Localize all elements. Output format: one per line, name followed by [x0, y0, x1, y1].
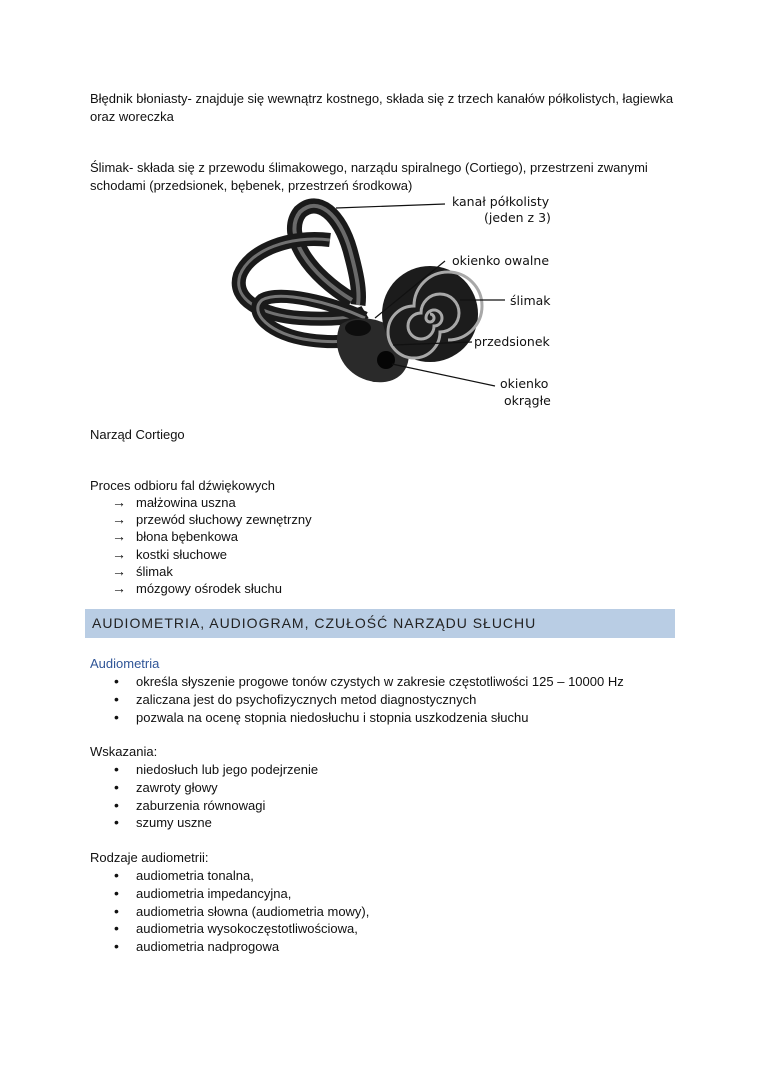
- bullet-marker: •: [114, 761, 119, 777]
- label-slimak: ślimak: [510, 293, 551, 308]
- section-heading: [85, 609, 675, 638]
- bullet-marker: •: [114, 902, 119, 919]
- list-item: • niedosłuch lub jego podejrzenie: [114, 761, 319, 777]
- audiometria-title: Audiometria: [90, 656, 160, 671]
- inner-ear-diagram: [0, 0, 760, 430]
- bullet-marker: •: [114, 938, 119, 955]
- rodzaje-title: Rodzaje audiometrii:: [90, 850, 209, 865]
- arrow-marker: →: [112, 511, 126, 528]
- label-kanal-line1: kanał półkolisty: [452, 194, 550, 209]
- bullet-marker: •: [114, 796, 119, 813]
- list-item: → kostki słuchowe: [112, 545, 228, 562]
- arrow-marker: →: [112, 545, 126, 562]
- bullet-marker: •: [114, 673, 119, 689]
- list-item: • pozwala na ocenę stopnia niedosłuchu i stopnia uszkodzenia słuchu: [114, 708, 529, 725]
- list-item: → ślimak: [112, 562, 173, 579]
- list-item: • określa słyszenie progowe tonów czystych w zakresie częstotliwości 125 – 10000 Hz: [114, 673, 624, 689]
- arrow-marker: →: [112, 562, 126, 579]
- audiometria-list: [114, 673, 624, 726]
- arrow-marker: →: [112, 528, 126, 545]
- list-item: • audiometria nadprogowa: [114, 938, 280, 955]
- paragraph-narzad-cortiego: Narząd Cortiego: [90, 427, 185, 442]
- process-steps-list: [112, 494, 312, 597]
- label-okienko-line2: okrągłe: [504, 393, 551, 408]
- list-item: • zaliczana jest do psychofizycznych metod diagnostycznych: [114, 690, 477, 707]
- list-item: → błona bębenkowa: [112, 528, 238, 545]
- list-item: → mózgowy ośrodek słuchu: [112, 579, 282, 596]
- section-heading-text: AUDIOMETRIA, AUDIOGRAM, CZUŁOŚĆ NARZĄDU SŁUCHU: [92, 615, 537, 631]
- bullet-marker: •: [114, 708, 119, 725]
- arrow-marker: →: [112, 494, 126, 510]
- label-okienko-owalne: okienko owalne: [452, 253, 550, 268]
- paragraph-bledik: Błędnik błoniasty- znajduje się wewnątrz kostnego, składa się z trzech kanałów półkolistych, łagiewka oraz woreczka: [90, 91, 674, 124]
- label-okienko-line1: okienko: [500, 376, 549, 391]
- list-item: → małżowina uszna: [112, 494, 236, 510]
- bullet-marker: •: [114, 778, 119, 795]
- paragraph-slimak: Ślimak- składa się z przewodu ślimakowego, narządu spiralnego (Cortiego), przestrzeni zwanymi schodami (przedsionek, bębenek, przestrzeń środkowa): [90, 160, 648, 193]
- list-item: → przewód słuchowy zewnętrzny: [112, 511, 312, 528]
- list-item: • zawroty głowy: [114, 778, 218, 795]
- wskazania-list: [114, 761, 318, 832]
- bullet-marker: •: [114, 814, 119, 831]
- rodzaje-list: [114, 867, 369, 956]
- bullet-marker: •: [114, 920, 119, 937]
- label-przedsionek: przedsionek: [474, 334, 550, 349]
- bullet-marker: •: [114, 690, 119, 707]
- label-kanal-line2: (jeden z 3): [484, 210, 551, 225]
- list-item: • audiometria impedancyjna,: [114, 884, 292, 901]
- list-item: • audiometria tonalna,: [114, 867, 254, 883]
- list-item: • audiometria wysokoczęstotliwościowa,: [114, 920, 358, 937]
- arrow-marker: →: [112, 579, 126, 596]
- list-item: • zaburzenia równowagi: [114, 796, 266, 813]
- list-item: • szumy uszne: [114, 814, 212, 831]
- bullet-marker: •: [114, 867, 119, 883]
- paragraph-proces: Proces odbioru fal dźwiękowych: [90, 478, 275, 493]
- bullet-marker: •: [114, 884, 119, 901]
- wskazania-title: Wskazania:: [90, 744, 158, 759]
- list-item: • audiometria słowna (audiometria mowy),: [114, 902, 370, 919]
